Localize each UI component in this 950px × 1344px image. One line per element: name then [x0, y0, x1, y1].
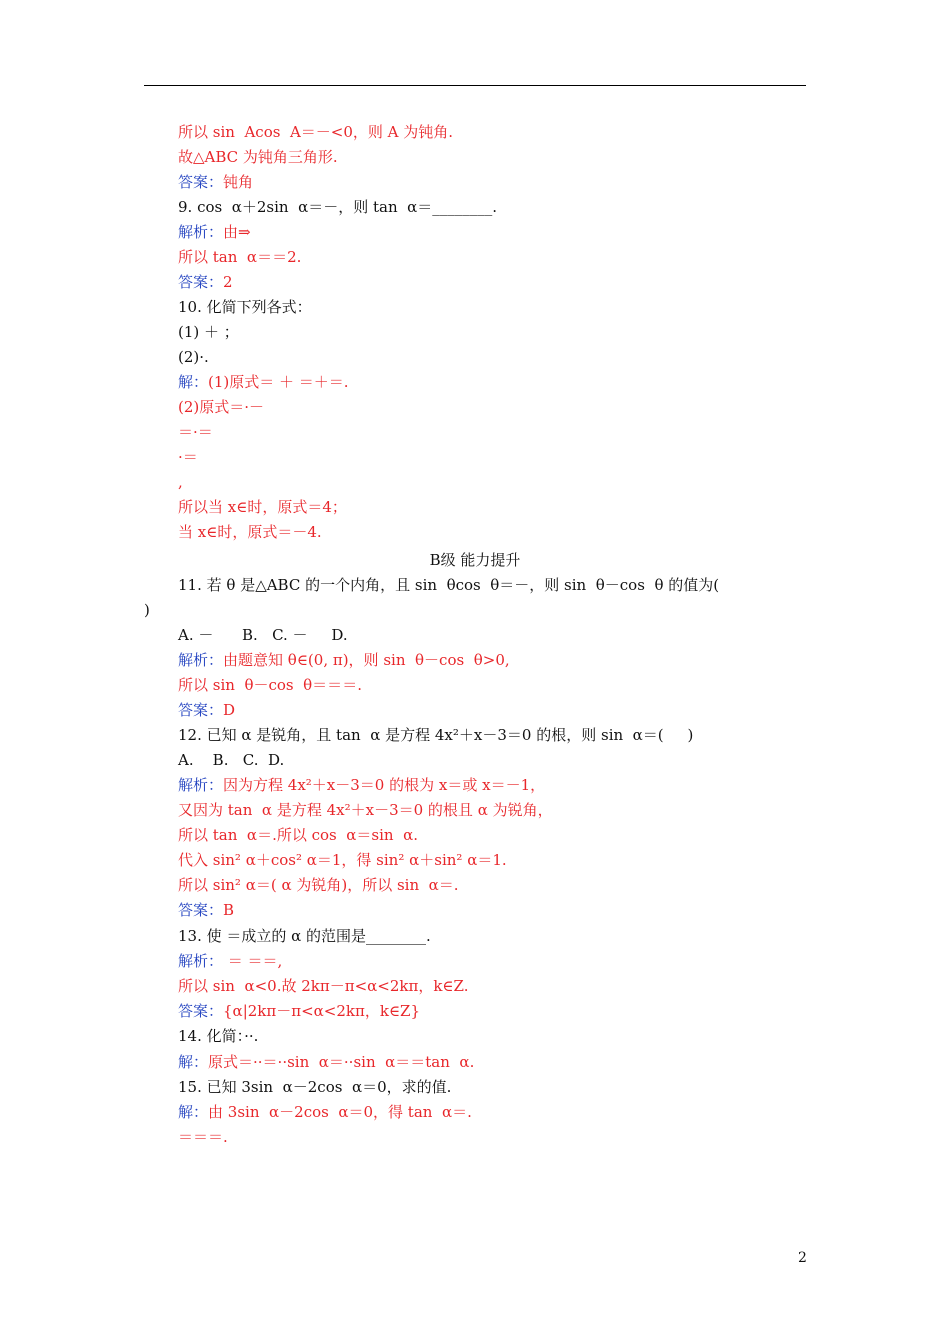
text-line: [178, 700, 235, 720]
text-run: 12. 已知 α 是锐角，且 tan α 是方程 4x²＋x－3＝0 的根，则 sin α＝( ): [178, 726, 694, 744]
answer-label: 解：: [178, 1103, 209, 1121]
text-run: 又因为 tan α 是方程 4x²＋x－3＝0 的根且 α 为锐角，: [178, 801, 553, 819]
text-run: 所以当 x∈时，原式＝4；: [178, 498, 347, 516]
section-heading: B级 能力提升: [429, 551, 521, 569]
text-line: [178, 247, 301, 267]
text-run: 代入 sin² α＋cos² α＝1，得 sin² α＋sin² α＝1.: [178, 851, 507, 869]
text-line: [178, 272, 233, 292]
text-line: [178, 625, 348, 645]
text-run: 15. 已知 3sin α－2cos α＝0，求的值.: [178, 1078, 452, 1096]
text-line: [178, 725, 693, 745]
text-line: [178, 197, 497, 217]
text-line: [178, 297, 312, 317]
text-run: ,: [178, 473, 183, 491]
text-line: [144, 600, 150, 620]
text-line: [178, 472, 183, 492]
answer-label: 解析：: [178, 952, 224, 970]
text-line: [178, 825, 418, 845]
text-line: [178, 1077, 451, 1097]
text-run: 2: [223, 273, 233, 291]
text-line: [178, 522, 322, 542]
text-line: [178, 900, 234, 920]
text-line: [178, 750, 284, 770]
text-line: [178, 775, 545, 795]
text-run: 9. cos α＋2sin α＝－，则 tan α＝________.: [178, 198, 498, 216]
text-run: 14. 化简：··.: [178, 1027, 259, 1045]
text-run: (1)原式＝ ＋ ＝＋＝.: [208, 373, 349, 391]
text-line: [178, 675, 362, 695]
text-line: [178, 497, 347, 517]
answer-label: 解：: [178, 373, 209, 391]
text-line: [178, 447, 198, 467]
answer-label: 答案：: [178, 1002, 224, 1020]
text-run: (2)原式＝·－: [178, 398, 265, 416]
text-line: [178, 372, 349, 392]
text-run: A. B. C. D.: [178, 751, 285, 769]
text-run: 所以 tan α＝＝2.: [178, 248, 302, 266]
text-line: [178, 800, 553, 820]
text-run: ＝ ＝＝,: [223, 952, 283, 970]
text-line: [178, 850, 507, 870]
text-run: 由 3sin α－2cos α＝0，得 tan α＝.: [208, 1103, 472, 1121]
answer-label: 解析：: [178, 776, 224, 794]
text-line: [178, 926, 431, 946]
text-run: (2)·.: [178, 348, 209, 366]
text-run: 所以 tan α＝.所以 cos α＝sin α.: [178, 826, 418, 844]
text-run: 11. 若 θ 是△ABC 的一个内角，且 sin θcos θ＝－，则 sin θ－cos θ 的值为(: [178, 576, 720, 594]
text-run: 当 x∈时，原式＝－4.: [178, 523, 322, 541]
answer-label: 答案：: [178, 273, 224, 291]
text-line: [178, 951, 282, 971]
answer-label: 答案：: [178, 173, 224, 191]
text-run: 钝角: [223, 173, 254, 191]
text-run: (1) ＋ ；: [178, 323, 239, 341]
text-run: 所以 sin α<0.故 2kπ－π<α<2kπ，k∈Z.: [178, 977, 469, 995]
answer-label: 解析：: [178, 651, 224, 669]
header-rule: [144, 85, 806, 86]
text-run: ): [144, 601, 150, 619]
answer-label: 答案：: [178, 901, 224, 919]
text-run: 所以 sin Acos A＝－<0，则 A 为钝角.: [178, 123, 454, 141]
answer-label: 解析：: [178, 223, 224, 241]
text-run: 故△ABC 为钝角三角形.: [178, 148, 338, 166]
text-line: [178, 875, 459, 895]
text-line: [178, 172, 253, 192]
text-line: [178, 1001, 420, 1021]
text-line: [178, 1102, 472, 1122]
page-number: 2: [798, 1250, 807, 1266]
text-line: [178, 322, 239, 342]
text-line: [178, 575, 719, 595]
text-line: [178, 422, 213, 442]
text-run: 由⇒: [223, 223, 251, 241]
text-run: ＝·＝: [178, 423, 213, 441]
text-run: 10. 化简下列各式：: [178, 298, 312, 316]
text-run: 13. 使 ＝成立的 α 的范围是________.: [178, 927, 431, 945]
text-run: B: [223, 901, 235, 919]
answer-label: 解：: [178, 1053, 209, 1071]
text-line: [178, 147, 338, 167]
text-run: 由题意知 θ∈(0, π)，则 sin θ－cos θ>0,: [223, 651, 510, 669]
text-run: 所以 sin θ－cos θ＝＝＝.: [178, 676, 362, 694]
text-line: [178, 347, 209, 367]
text-line: [178, 397, 264, 417]
text-run: 因为方程 4x²＋x－3＝0 的根为 x＝或 x＝－1，: [223, 776, 546, 794]
text-run: ＝＝＝.: [178, 1128, 228, 1146]
answer-label: 答案：: [178, 701, 224, 719]
text-line: [178, 222, 251, 242]
text-run: 所以 sin² α＝( α 为锐角)，所以 sin α＝.: [178, 876, 459, 894]
text-line: [178, 1052, 474, 1072]
text-line: [178, 650, 510, 670]
text-run: A. － B. C. － D.: [178, 626, 348, 644]
text-line: [178, 976, 468, 996]
text-line: [178, 1026, 258, 1046]
text-line: [178, 122, 453, 142]
text-run: 原式＝··＝··sin α＝··sin α＝＝tan α.: [208, 1053, 475, 1071]
text-run: {α|2kπ－π<α<2kπ，k∈Z}: [223, 1002, 421, 1020]
text-line: [178, 1127, 228, 1147]
text-run: D: [223, 701, 236, 719]
text-run: ·＝: [178, 448, 198, 466]
